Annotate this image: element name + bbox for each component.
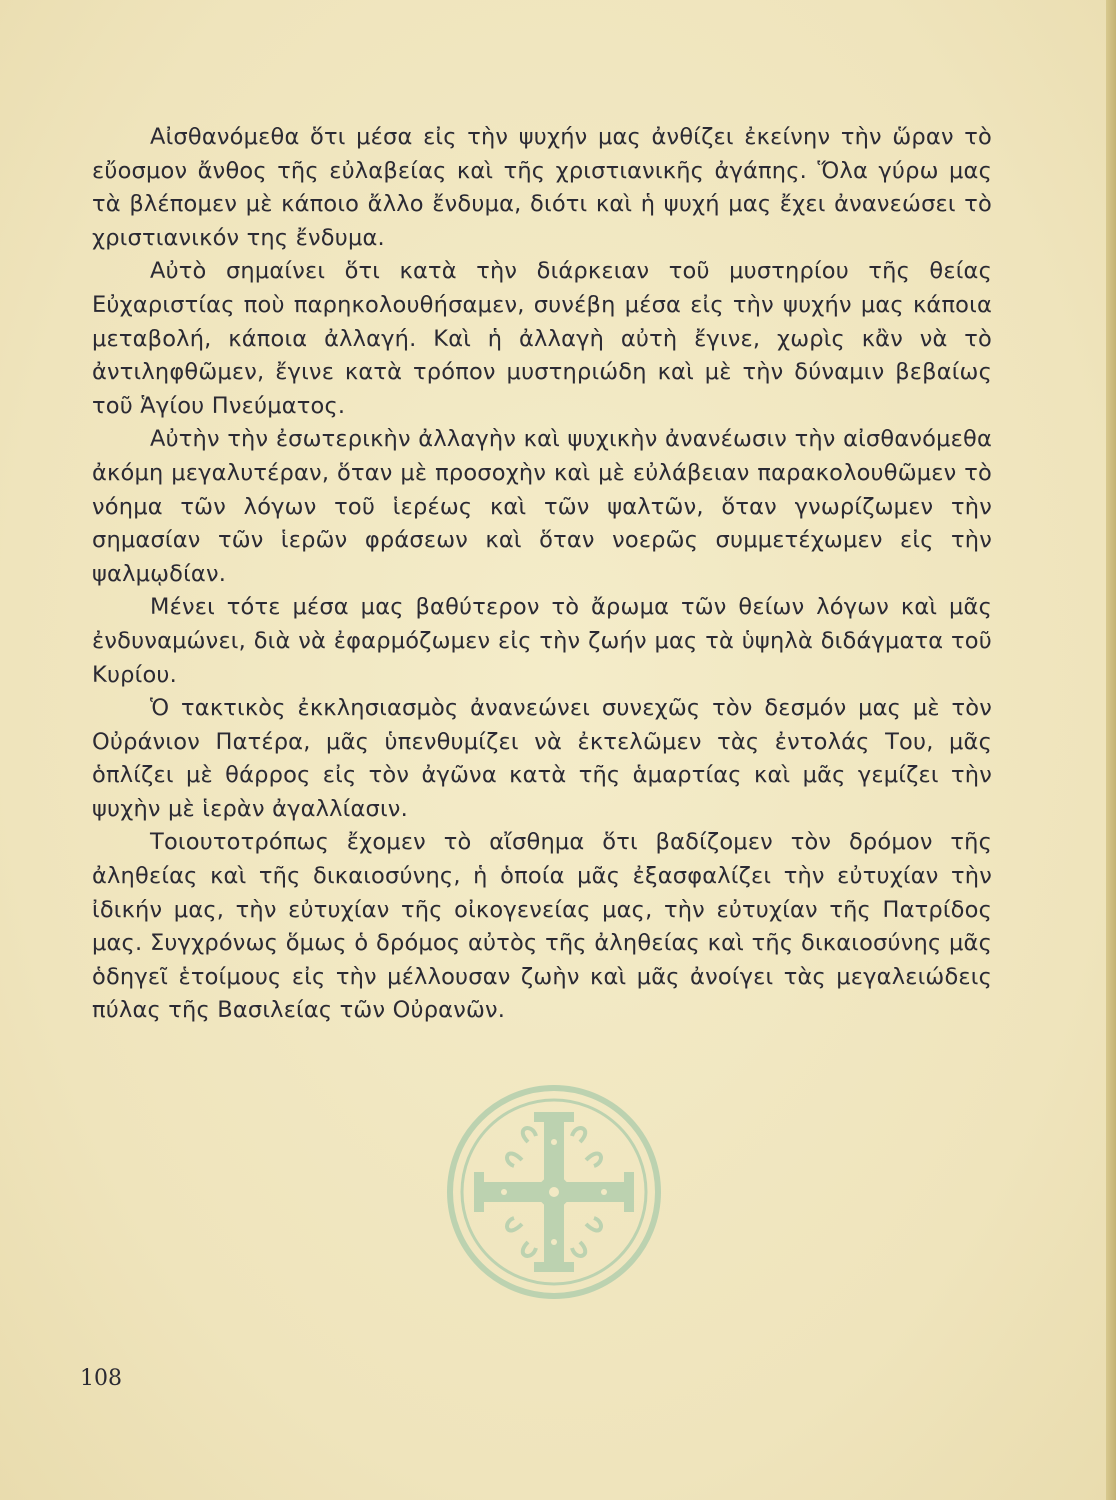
- cross-emblem-icon: [444, 1082, 664, 1302]
- paragraph-3: Αὐτὴν τὴν ἐσωτερικὴν ἀλλαγὴν καὶ ψυχικὴν ἀνανέωσιν τὴν αἰσθανόμεθα ἀκόμη μεγαλυτέραν, ὅταν μὲ προσοχὴν καὶ μὲ εὐλάβειαν παρακολουθῶμεν τὸ νόημα τῶν λόγων τοῦ ἱερέως καὶ τῶν ψαλτῶν, ὅταν γνωρίζωμεν τὴν σημασίαν τῶν ἱερῶν φράσεων καὶ ὅταν νοερῶς συμμετέχωμεν εἰς τὴν ψαλμῳδίαν.: [92, 426, 992, 587]
- paragraph-2: Αὐτὸ σημαίνει ὅτι κατὰ τὴν διάρκειαν τοῦ μυστηρίου τῆς θείας Εὐχαριστίας ποὺ παρηκολουθήσαμεν, συνέβη μέσα εἰς τὴν ψυχήν μας κάποια μεταβολή, κάποια ἀλλαγή. Καὶ ἡ ἀλλαγὴ αὐτὴ ἔγινε, χωρὶς κἂν νὰ τὸ ἀντιληφθῶμεν, ἔγινε κατὰ τρόπον μυστηριώδη καὶ μὲ τὴν δύναμιν βεβαίως τοῦ Ἁγίου Πνεύματος.: [92, 258, 992, 419]
- paragraph-6: Τοιουτοτρόπως ἔχομεν τὸ αἴσθημα ὅτι βαδίζομεν τὸν δρόμον τῆς ἀληθείας καὶ τῆς δικαιοσύνης, ἡ ὁποία μᾶς ἐξασφαλίζει τὴν εὐτυχίαν τὴν ἰδικήν μας, τὴν εὐτυχίαν τῆς οἰκογενείας μας, τὴν εὐτυχίαν τῆς Πατρίδος μας. Συγχρόνως ὅμως ὁ δρόμος αὐτὸς τῆς ἀληθείας καὶ τῆς δικαιοσύνης μᾶς ὁδηγεῖ ἑτοίμους εἰς τὴν μέλλουσαν ζωὴν καὶ μᾶς ἀνοίγει τὰς μεγαλειώδεις πύλας τῆς Βασιλείας τῶν Οὐρανῶν.: [92, 829, 992, 1024]
- body-text: [92, 121, 992, 1028]
- paragraph-4: Μένει τότε μέσα μας βαθύτερον τὸ ἄρωμα τῶν θείων λόγων καὶ μᾶς ἐνδυναμώνει, διὰ νὰ ἐφαρμόζωμεν εἰς τὴν ζωήν μας τὰ ὑψηλὰ διδάγματα τοῦ Κυρίου.: [92, 594, 992, 688]
- page-edge: [1106, 0, 1116, 1500]
- page-number: 108: [80, 1366, 122, 1391]
- paragraph-1: Αἰσθανόμεθα ὅτι μέσα εἰς τὴν ψυχήν μας ἀνθίζει ἐκείνην τὴν ὥραν τὸ εὔοσμον ἄνθος τῆς εὐλαβείας καὶ τῆς χριστιανικῆς ἀγάπης. Ὅλα γύρω μας τὰ βλέπομεν μὲ κάποιο ἄλλο ἔνδυμα, διότι καὶ ἡ ψυχή μας ἔχει ἀνανεώσει τὸ χριστιανικόν της ἔνδυμα.: [92, 124, 992, 251]
- paragraph-5: Ὁ τακτικὸς ἐκκλησιασμὸς ἀνανεώνει συνεχῶς τὸν δεσμόν μας μὲ τὸν Οὐράνιον Πατέρα, μᾶς ὑπενθυμίζει νὰ ἐκτελῶμεν τὰς ἐντολάς Του, μᾶς ὁπλίζει μὲ θάρρος εἰς τὸν ἀγῶνα κατὰ τῆς ἁμαρτίας καὶ μᾶς γεμίζει τὴν ψυχὴν μὲ ἱερὰν ἀγαλλίασιν.: [92, 695, 992, 822]
